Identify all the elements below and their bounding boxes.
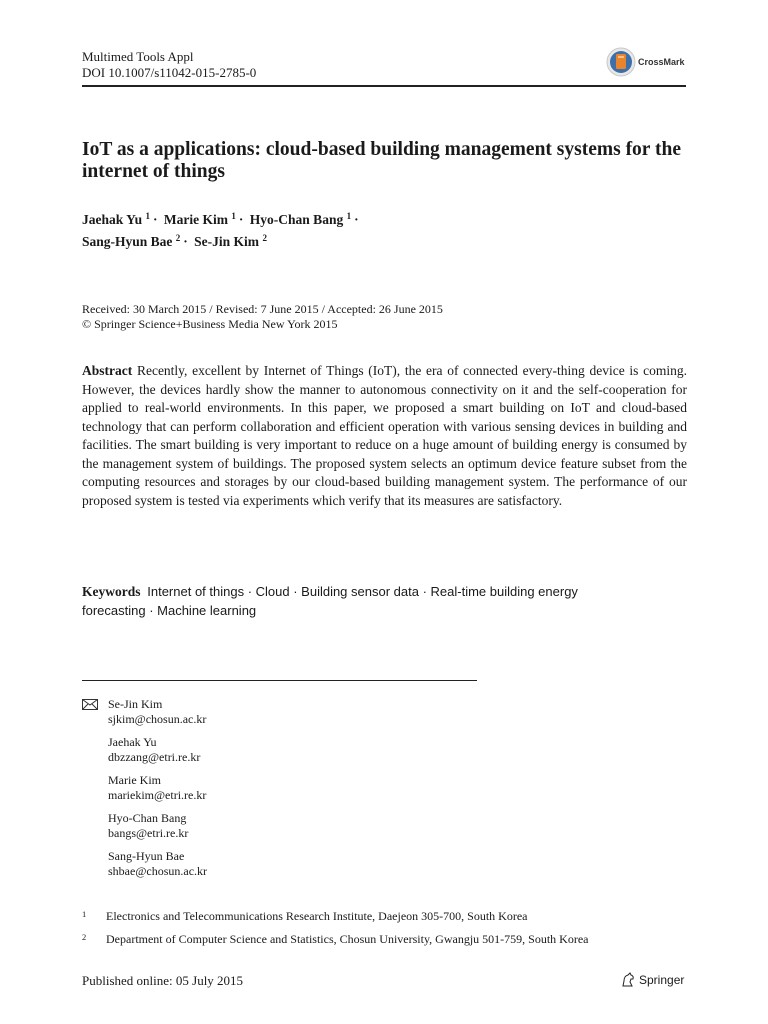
contact-entry: [82, 697, 482, 727]
contact-name: Jaehak Yu: [108, 735, 157, 749]
springer-horse-icon: [620, 972, 636, 988]
abstract: [82, 362, 687, 510]
contact-email[interactable]: mariekim@etri.re.kr: [108, 788, 207, 802]
crossmark-label: CrossMark: [638, 57, 685, 67]
journal-header: [82, 49, 256, 81]
author-separator: ·: [238, 212, 244, 227]
affiliation: [82, 909, 687, 924]
author[interactable]: Hyo-Chan Bang $^1$: [249, 211, 352, 227]
doi[interactable]: DOI 10.1007/s11042-015-2785-0: [82, 65, 257, 80]
author[interactable]: Jaehak Yu $^1$: [82, 211, 151, 227]
contact-entry: [82, 735, 482, 765]
springer-logo[interactable]: [620, 972, 684, 988]
contact-name: Hyo-Chan Bang: [108, 811, 187, 825]
contact-name: Sang-Hyun Bae: [108, 849, 185, 863]
copyright: © Springer Science+Business Media New York 2015: [82, 317, 338, 331]
abstract-text: Recently, excellent by Internet of Things (IoT), the era of connected every-thing device is coming. However, the devices hardly show the manner to autonomous connectivity on it and the self-cooperation for applied to real-world environments. In this paper, we proposed a smart building on IoT and cloud-based technology that can perform collaboration and efficient operation with various sensing devices in building and facilities. The smart building is very important to reduce on a huge amount of building energy is consumed by the management system of buildings. The proposed system selects an optimum device feature subset from the computing resources and storages by our cloud-based building management system. The performance of our proposed system is tested via experiments which verify that its measures are satisfactory.: [82, 363, 687, 508]
affiliation-number: 2: [82, 932, 87, 942]
author-separator: ·: [153, 212, 158, 227]
contact-entry: [82, 773, 482, 803]
abstract-label: Abstract: [82, 363, 133, 378]
history-dates: Received: 30 March 2015 / Revised: 7 June 2015 / Accepted: 26 June 2015: [82, 302, 443, 316]
author[interactable]: Marie Kim $^1$: [163, 211, 236, 227]
contact-email[interactable]: sjkim@chosun.ac.kr: [108, 712, 207, 726]
publisher-name: Springer: [639, 973, 685, 987]
published-online: Published online: 05 July 2015: [82, 973, 244, 988]
contact-list: [82, 697, 482, 887]
affiliation-number: 1: [82, 909, 87, 919]
keywords: [82, 583, 642, 620]
contact-name: Marie Kim: [108, 773, 161, 787]
contact-email[interactable]: shbae@chosun.ac.kr: [108, 864, 208, 878]
author-list: [82, 209, 687, 253]
affiliation-text: Department of Computer Science and Statistics, Chosun University, Gwangju 501-759, South Korea: [106, 932, 589, 946]
contact-entry: [82, 849, 482, 879]
contact-name: Se-Jin Kim: [108, 697, 163, 711]
contact-entry: [82, 811, 482, 841]
affiliation-text: Electronics and Telecommunications Research Institute, Daejeon 305-700, South Korea: [106, 909, 528, 923]
author-separator: ·: [183, 234, 188, 249]
author[interactable]: Se-Jin Kim $^2$: [194, 233, 267, 249]
paper-title: IoT as a applications: cloud-based building management systems for the internet of things: [82, 139, 681, 182]
author-separator: ·: [354, 212, 359, 227]
author[interactable]: Sang-Hyun Bae $^2$: [82, 233, 181, 249]
journal-name: Multimed Tools Appl: [82, 49, 194, 64]
affiliation-list: [82, 909, 687, 955]
header-rule: [82, 85, 686, 87]
keywords-text: Internet of things · Cloud · Building sensor data · Real-time building energy forecasting · Machine learning: [82, 584, 578, 618]
contact-email[interactable]: bangs@etri.re.kr: [108, 826, 189, 840]
envelope-icon: [82, 699, 98, 710]
crossmark-badge[interactable]: [606, 47, 685, 77]
keywords-label: Keywords: [82, 584, 141, 599]
crossmark-icon: [606, 47, 636, 77]
publication-dates: [82, 302, 687, 332]
footnote-rule: [82, 680, 477, 681]
affiliation: [82, 932, 687, 947]
contact-email[interactable]: dbzzang@etri.re.kr: [108, 750, 201, 764]
